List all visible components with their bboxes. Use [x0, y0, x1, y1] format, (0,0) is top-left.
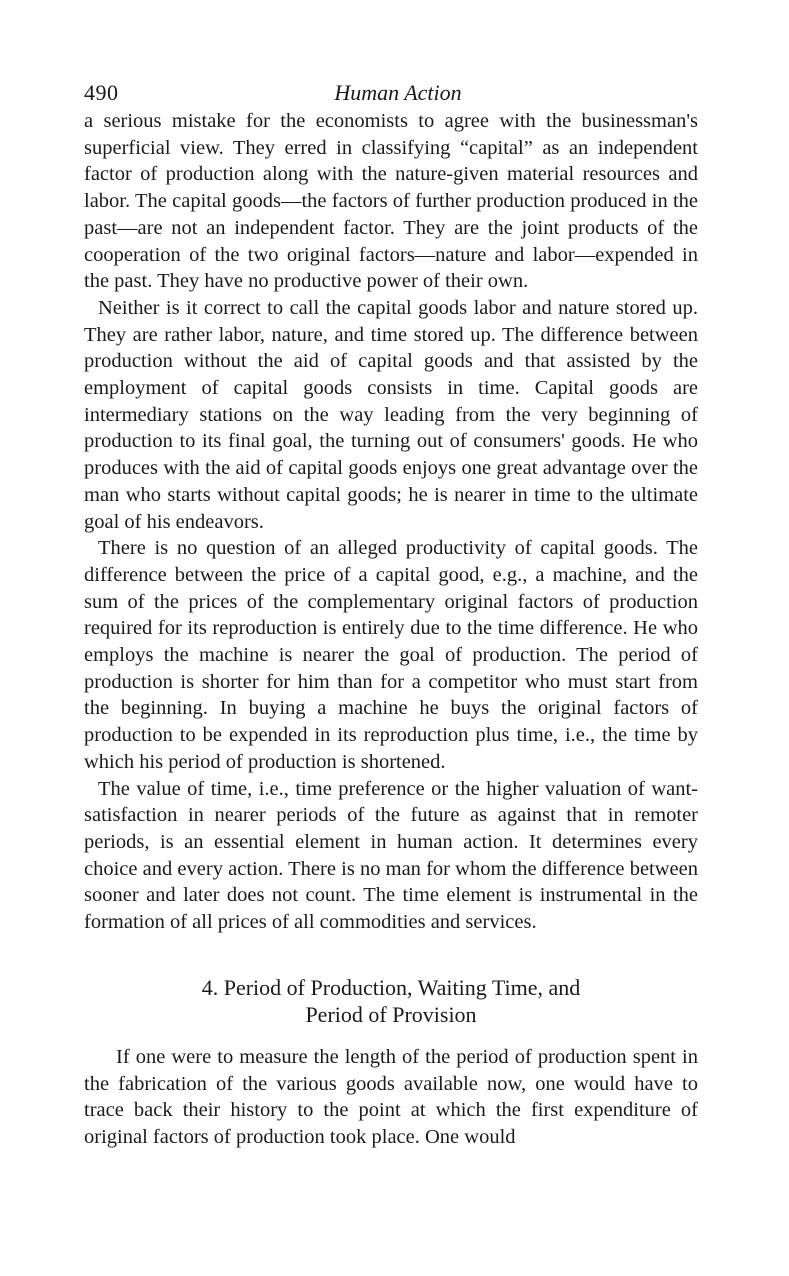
paragraph: Neither is it correct to call the capital goods labor and nature stored up. They are rather labor, nature, and time stored up. The difference between production without the aid of capital goods and that assisted by the employment of capital goods consists in time. Capital goods are intermediary stations on the way leading from the very beginning of production to its final goal, the turning out of consumers' goods. He who produces with the aid of capital goods enjoys one great advantage over the man who starts without capital goods; he is nearer in time to the ultimate goal of his endeavors. [84, 296, 698, 533]
paragraph: There is no question of an alleged productivity of capital goods. The difference between the price of a capital good, e.g., a machine, and the sum of the prices of the complementary original factors of production required for its reproduction is entirely due to the time difference. He who employs the machine is nearer the goal of production. The period of production is shorter for him than for a competitor who must start from the beginning. In buying a machine he buys the original factors of production to be expended in its reproduction plus time, i.e., the time by which his period of production is shortened. [84, 537, 698, 773]
body-text [84, 108, 698, 1151]
book-page [84, 78, 698, 1151]
running-head [84, 78, 698, 108]
paragraph: a serious mistake for the economists to agree with the businessman's superficial view. They erred in classifying “capital” as an independent factor of production along with the nature-given material resources and labor. The capital goods—the factors of further production produced in the past—are not an independent factor. They are the joint products of the cooperation of the two original factors—nature and labor—expended in the past. They have no productive power of their own. [84, 110, 698, 293]
book-title: Human Action [334, 80, 462, 105]
section-heading-line: 4. Period of Production, Waiting Time, and [201, 974, 581, 1000]
section-heading-line: Period of Provision [305, 1001, 477, 1027]
paragraph: If one were to measure the length of the period of production spent in the fabrication of the various goods available now, one would have to trace back their history to the point at which the first expenditure of original factors of production took place. One would [84, 1045, 698, 1148]
page-number: 490 [84, 80, 119, 105]
section-body [84, 1044, 698, 1151]
paragraph: The value of time, i.e., time preference or the higher valuation of want-satisfaction in nearer periods of the future as against that in remoter periods, is an essential element in human action. It determines every choice and every action. There is no man for whom the difference between sooner and later does not count. The time element is instrumental in the formation of all prices of all commodities and services. [84, 777, 698, 934]
section-heading [84, 974, 698, 1028]
